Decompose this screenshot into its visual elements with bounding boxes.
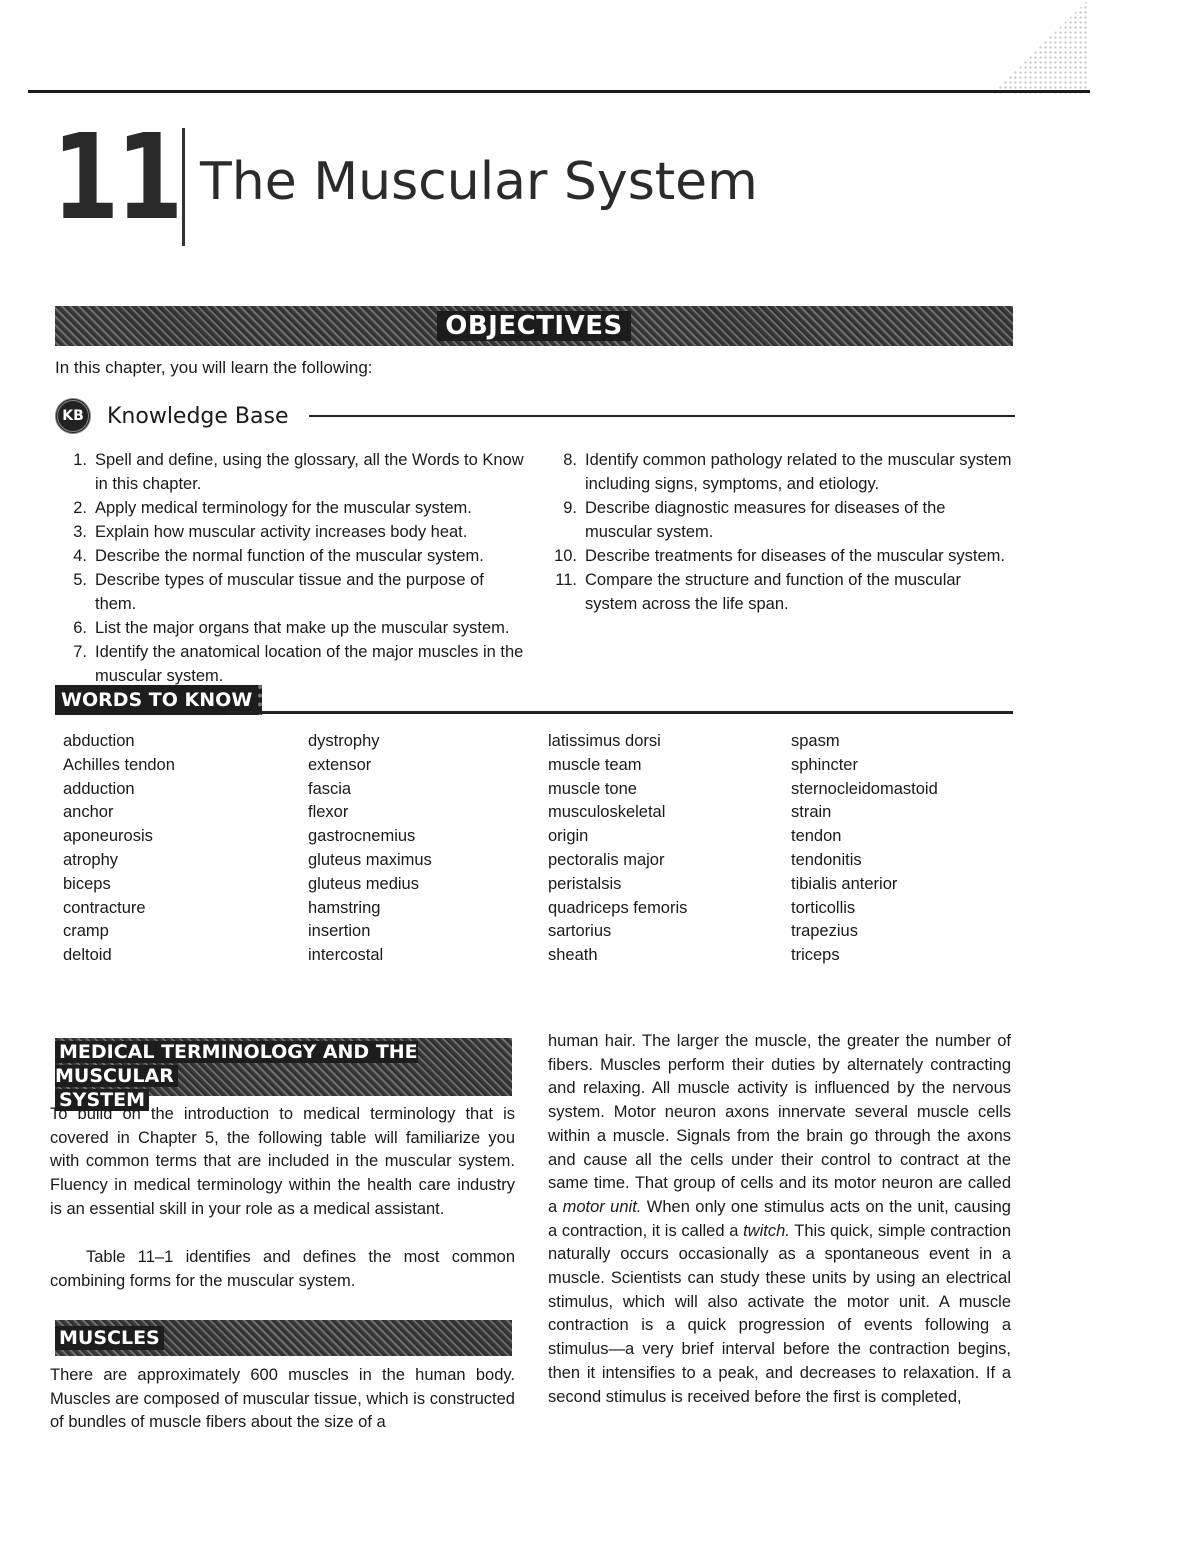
objectives-list-left [55, 448, 525, 688]
word-item: aponeurosis [63, 827, 153, 846]
knowledge-base-label: Knowledge Base [107, 403, 289, 429]
word-item: quadriceps femoris [548, 898, 688, 917]
objective-item: 3. Explain how muscular activity increases body heat. [73, 523, 468, 541]
objective-item: 9. Describe diagnostic measures for diseases of the muscular system. [563, 499, 946, 541]
objective-item: 10. Describe treatments for diseases of the muscular system. [554, 547, 1005, 565]
word-item: strain [791, 803, 832, 822]
word-item: abduction [63, 732, 135, 750]
word-item: peristalsis [548, 874, 622, 893]
objective-item: 11. Compare the structure and function of the muscular system across the life span. [555, 571, 962, 613]
medical-terminology-heading: MEDICAL TERMINOLOGY AND THE MUSCULAR SYSTEM [55, 1038, 512, 1096]
word-item: triceps [791, 946, 840, 965]
kb-icon: KB [55, 398, 91, 434]
word-item: cramp [63, 922, 109, 941]
word-item: dystrophy [308, 732, 380, 750]
word-column-2 [308, 730, 432, 968]
word-item: deltoid [63, 946, 112, 965]
word-item: tendonitis [791, 850, 862, 869]
header-rule [28, 90, 1090, 93]
word-item: sheath [548, 946, 598, 965]
word-item: extensor [308, 755, 372, 774]
medical-terminology-paragraph-1: To build on the introduction to medical terminology that is covered in Chapter 5, the following table will familiarize you with common terms that are included in the muscular system. Fluency in medical terminology within the health care industry is an essential skill in your role as a medical assistant. [50, 1105, 515, 1218]
word-item: muscle tone [548, 779, 637, 798]
word-item: gluteus maximus [308, 850, 432, 869]
word-item: insertion [308, 922, 371, 941]
words-to-know-rule [230, 711, 1013, 714]
word-item: trapezius [791, 922, 858, 941]
objectives-heading: OBJECTIVES [437, 311, 630, 341]
word-item: hamstring [308, 898, 381, 917]
word-item: latissimus dorsi [548, 732, 661, 750]
word-item: muscle team [548, 755, 642, 774]
word-item: fascia [308, 779, 352, 798]
knowledge-base-header [55, 396, 1015, 436]
objective-item: 8. Identify common pathology related to the muscular system including signs, symptoms, and etiology. [563, 451, 1012, 493]
word-item: flexor [308, 803, 349, 822]
word-item: pectoralis major [548, 850, 665, 869]
word-item: sphincter [791, 755, 858, 774]
word-item: contracture [63, 898, 146, 917]
word-item: tibialis anterior [791, 874, 898, 893]
term-motor-unit: motor unit. [562, 1197, 642, 1216]
corner-speckle-decoration [938, 0, 1088, 95]
objective-item: 5. Describe types of muscular tissue and the purpose of them. [73, 571, 484, 613]
word-item: anchor [63, 803, 114, 822]
medical-terminology-paragraph-2: Table 11–1 identifies and defines the most common combining forms for the muscular system. [50, 1248, 515, 1290]
word-item: musculoskeletal [548, 803, 666, 822]
word-item: sternocleidomastoid [791, 779, 938, 798]
word-item: intercostal [308, 946, 384, 965]
word-item: atrophy [63, 850, 119, 869]
objectives-banner [55, 306, 1013, 346]
words-to-know-heading: WORDS TO KNOW [55, 685, 262, 715]
knowledge-base-rule [309, 415, 1016, 417]
word-item: biceps [63, 874, 111, 893]
objectives-list-right [545, 448, 1015, 616]
objective-item: 4. Describe the normal function of the muscular system. [73, 547, 484, 565]
word-item: origin [548, 827, 589, 846]
word-item: tendon [791, 827, 842, 846]
chapter-number: 11 [52, 108, 181, 246]
objectives-intro: In this chapter, you will learn the following: [55, 358, 373, 377]
muscles-heading: MUSCLES [55, 1320, 512, 1356]
objective-item: 2. Apply medical terminology for the muscular system. [73, 499, 472, 517]
word-item: gastrocnemius [308, 827, 416, 846]
word-column-4 [791, 730, 938, 968]
word-item: adduction [63, 779, 135, 798]
muscles-paragraph-continued: human hair. The larger the muscle, the greater the number of fibers. Muscles perform their duties by alternately contracting and relaxing. All muscle activity is influenced by the nervous system. Motor neuron axons innervate several muscle cells within a muscle. Signals from the brain go through the axons and cause all the cells under their control to contract at the same time. That group of cells and its motor neuron are called a motor unit. When only one stimulus acts on the unit, causing a contraction, it is called a twitch. This quick, simple contraction naturally occurs occasionally as a spontaneous event in a muscle. Scientists can study these units by using an electrical stimulus, which will also activate the motor unit. A muscle contraction is a quick progression of events following a stimulus—a very brief interval before the contraction begins, then it intensifies to a peak, and decreases to relaxation. If a second stimulus is received before the first is completed, [548, 1032, 1012, 1406]
term-twitch: twitch. [743, 1221, 790, 1240]
word-column-1 [63, 730, 175, 968]
objective-item: 1. Spell and define, using the glossary, all the Words to Know in this chapter. [73, 451, 524, 493]
word-column-3 [548, 730, 687, 968]
muscles-paragraph-1: There are approximately 600 muscles in the human body. Muscles are composed of muscular tissue, which is constructed of bundles of muscle fibers about the size of a [50, 1366, 515, 1432]
chapter-divider [182, 128, 185, 246]
word-item: torticollis [791, 898, 856, 917]
word-item: Achilles tendon [63, 755, 175, 774]
objective-item: 7. Identify the anatomical location of the major muscles in the muscular system. [73, 643, 524, 685]
word-item: spasm [791, 732, 840, 750]
word-item: gluteus medius [308, 874, 419, 893]
word-item: sartorius [548, 922, 612, 941]
objective-item: 6. List the major organs that make up the muscular system. [73, 619, 510, 637]
chapter-title: The Muscular System [200, 152, 758, 212]
